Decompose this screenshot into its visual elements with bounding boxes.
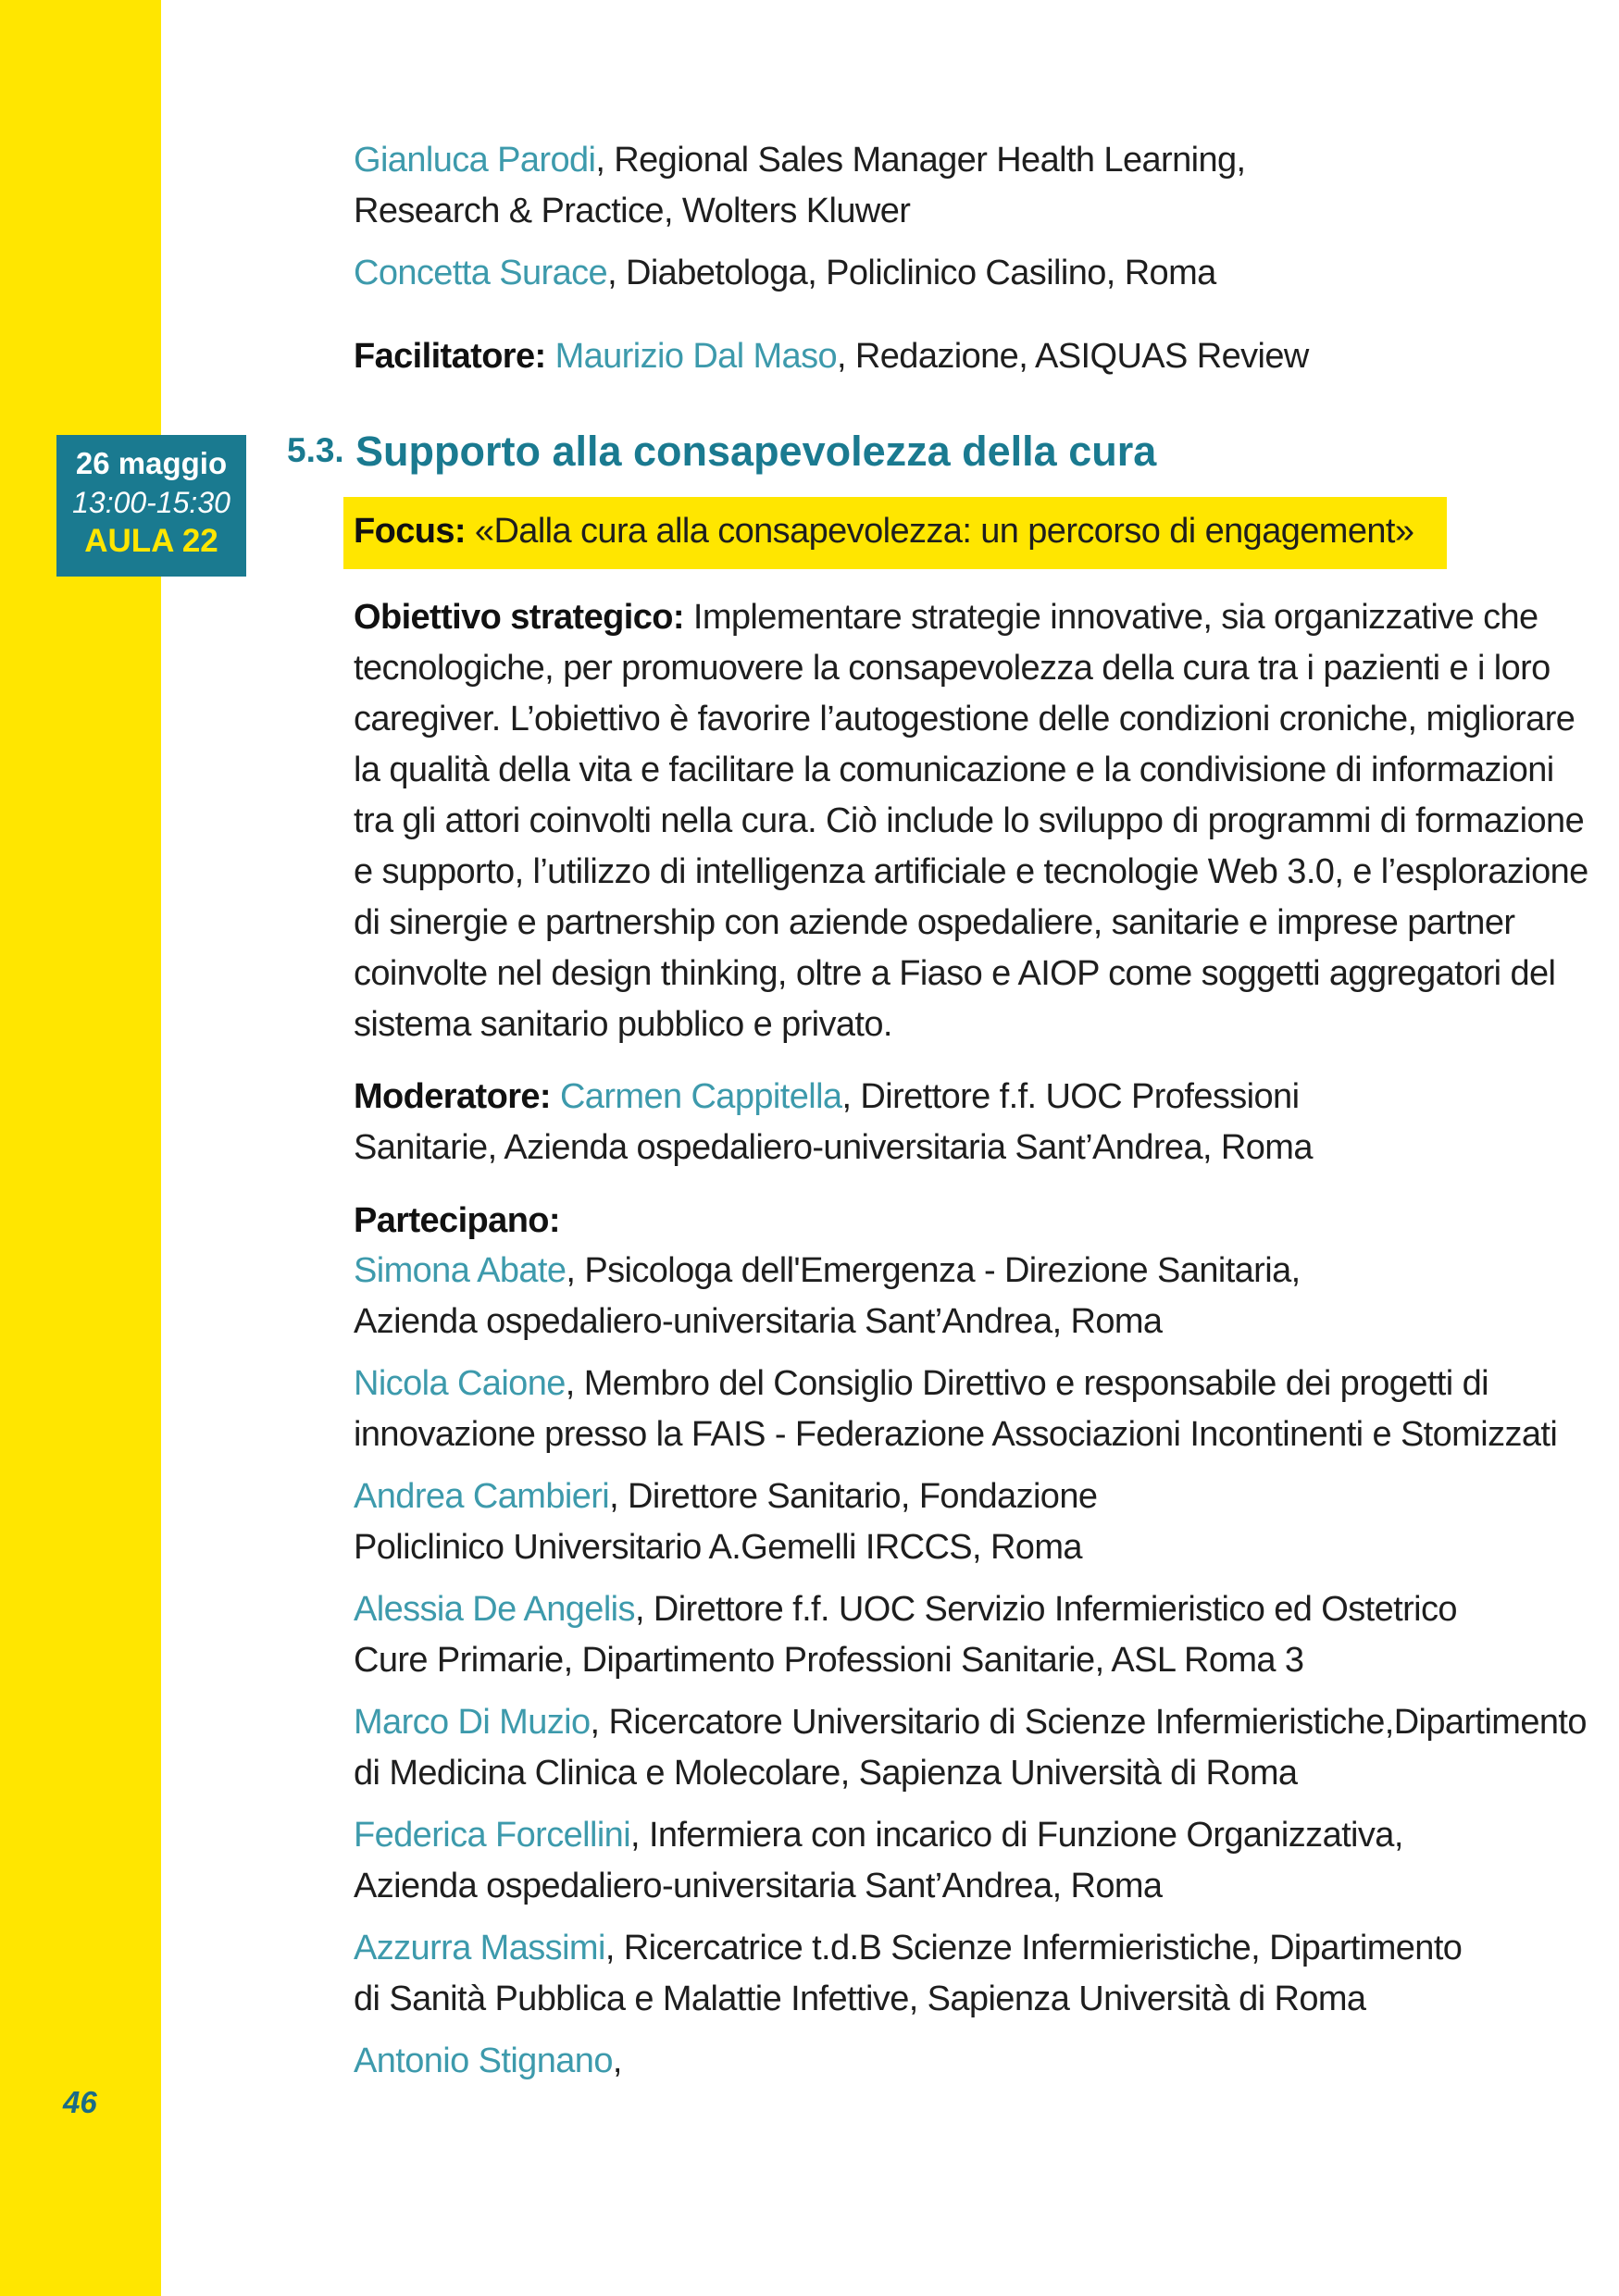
facilitator-line	[354, 331, 1309, 382]
session-room: AULA 22	[84, 523, 218, 559]
focus-label: Focus:	[354, 512, 466, 551]
participant-role-cont: Cure Primarie, Dipartimento Professioni Sanitarie, ASL Roma 3	[354, 1641, 1304, 1680]
participant-item	[354, 1923, 1462, 2025]
objective-paragraph	[354, 592, 1588, 1050]
objective-label: Obiettivo strategico:	[354, 598, 684, 637]
moderator-role: , Direttore f.f. UOC Professioni	[841, 1077, 1300, 1116]
objective-line: caregiver. L’obiettivo è favorire l’autogestione delle condizioni croniche, migliorare	[354, 700, 1575, 738]
intro-speaker-surace	[354, 248, 1216, 299]
participant-role-cont: Policlinico Universitario A.Gemelli IRCCS, Roma	[354, 1528, 1082, 1567]
participant-name: Antonio Stignano	[354, 2042, 613, 2080]
participant-role-cont: di Medicina Clinica e Molecolare, Sapienza Università di Roma	[354, 1754, 1298, 1793]
session-time: 13:00-15:30	[72, 486, 230, 519]
participant-item	[354, 1810, 1403, 1912]
focus-line	[354, 506, 1414, 557]
participant-name: Azzurra Massimi	[354, 1929, 605, 1967]
participant-item	[354, 1697, 1587, 1799]
objective-line: tra gli attori coinvolti nella cura. Ciò include lo sviluppo di programmi di formazione	[354, 801, 1585, 840]
moderator-block	[354, 1072, 1313, 1173]
moderator-label: Moderatore:	[354, 1077, 551, 1116]
participant-name: Simona Abate	[354, 1251, 567, 1290]
participant-role: , Ricercatrice t.d.B Scienze Infermieristiche, Dipartimento	[604, 1929, 1463, 1967]
participant-role: , Direttore Sanitario, Fondazione	[609, 1477, 1098, 1516]
participant-item	[354, 1246, 1301, 1347]
session-date: 26 maggio	[75, 446, 228, 480]
objective-line: e supporto, l’utilizzo di intelligenza artificiale e tecnologie Web 3.0, e l’esplorazione	[354, 852, 1588, 891]
speaker-name: Concetta Surace	[354, 254, 608, 292]
participants-label: Partecipano:	[354, 1201, 560, 1240]
participant-role: , Infermiera con incarico di Funzione Organizzativa,	[630, 1816, 1403, 1855]
participant-role-cont: Azienda ospedaliero-universitaria Sant’Andrea, Roma	[354, 1867, 1163, 1905]
page-number: 46	[63, 2085, 97, 2119]
speaker-role: , Regional Sales Manager Health Learning,	[595, 141, 1246, 180]
objective-line: la qualità della vita e facilitare la comunicazione e la condivisione di informazioni	[354, 751, 1554, 789]
participant-role: , Ricercatore Universitario di Scienze Infermieristiche,Dipartimento	[590, 1703, 1587, 1742]
objective-line: di sinergie e partnership con aziende ospedaliere, sanitarie e imprese partner	[354, 903, 1515, 942]
participant-item	[354, 1359, 1557, 1460]
participant-item	[354, 1471, 1097, 1573]
facilitator-name: Maurizio Dal Maso	[554, 337, 838, 376]
objective-line: sistema sanitario pubblico e privato.	[354, 1005, 892, 1044]
left-margin-band	[0, 0, 161, 2296]
objective-line: coinvolte nel design thinking, oltre a Fiaso e AIOP come soggetti aggregatori del	[354, 954, 1556, 993]
participant-role: , Direttore f.f. UOC Servizio Infermieristico ed Ostetrico	[634, 1590, 1457, 1629]
participant-role: , Membro del Consiglio Direttivo e responsabile dei progetti di	[565, 1364, 1488, 1403]
section-number: 5.3.	[287, 431, 344, 469]
facilitator-label: Facilitatore:	[354, 337, 546, 376]
participant-item	[354, 2036, 622, 2087]
participant-name: Nicola Caione	[354, 1364, 566, 1403]
participant-name: Marco Di Muzio	[354, 1703, 591, 1742]
speaker-role: , Diabetologa, Policlinico Casilino, Roma	[607, 254, 1216, 292]
objective-line: tecnologiche, per promuovere la consapevolezza della cura tra i pazienti e i loro	[354, 649, 1551, 688]
focus-text: «Dalla cura alla consapevolezza: un percorso di engagement»	[465, 512, 1414, 551]
section-title: Supporto alla consapevolezza della cura	[355, 428, 1157, 475]
facilitator-role: , Redazione, ASIQUAS Review	[837, 337, 1309, 376]
participant-role: , Psicologa dell'Emergenza - Direzione Sanitaria,	[566, 1251, 1301, 1290]
participant-name: Andrea Cambieri	[354, 1477, 610, 1516]
speaker-name: Gianluca Parodi	[354, 141, 596, 180]
participant-role-cont: Azienda ospedaliero-universitaria Sant’Andrea, Roma	[354, 1302, 1163, 1341]
speaker-role-cont: Research & Practice, Wolters Kluwer	[354, 192, 911, 230]
participant-role: ,	[612, 2042, 622, 2080]
participant-role-cont: di Sanità Pubblica e Malattie Infettive, Sapienza Università di Roma	[354, 1980, 1366, 2018]
participant-item	[354, 1584, 1457, 1686]
participant-role-cont: innovazione presso la FAIS - Federazione Associazioni Incontinenti e Stomizzati	[354, 1415, 1558, 1454]
moderator-role-cont: Sanitarie, Azienda ospedaliero-universitaria Sant’Andrea, Roma	[354, 1128, 1313, 1167]
objective-line: Implementare strategie innovative, sia organizzative che	[683, 598, 1538, 637]
moderator-name: Carmen Cappitella	[559, 1077, 842, 1116]
participant-name: Alessia De Angelis	[354, 1590, 635, 1629]
participant-name: Federica Forcellini	[354, 1816, 631, 1855]
intro-speaker-parodi	[354, 135, 1245, 237]
session-date-box	[56, 435, 246, 577]
